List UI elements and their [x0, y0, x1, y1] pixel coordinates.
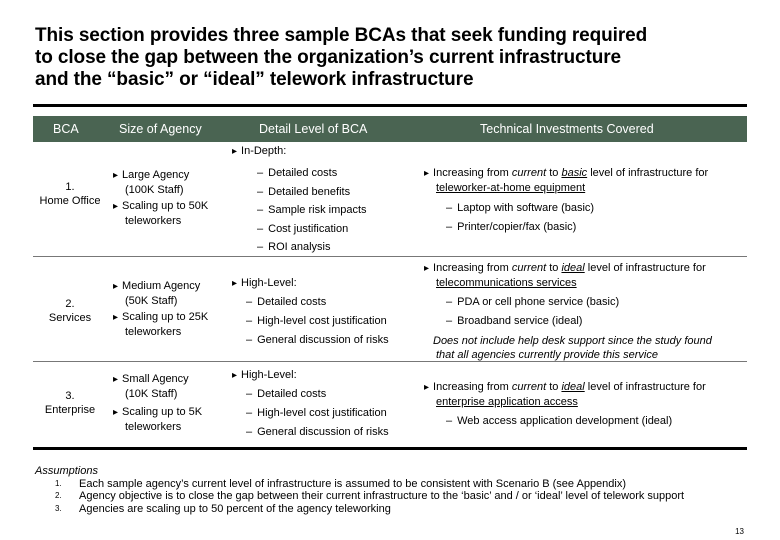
- assumptions-label: Assumptions: [35, 465, 98, 477]
- bca-number: 2.: [65, 298, 75, 310]
- tech-item: – Laptop with software (basic): [446, 199, 708, 218]
- row-divider: [33, 361, 747, 362]
- page-title: [35, 25, 765, 91]
- header-size: Size of Agency: [119, 122, 202, 136]
- header-detail: Detail Level of BCA: [259, 122, 368, 136]
- bca-label: [33, 297, 107, 325]
- size-line: ▸ Large Agency: [113, 168, 208, 183]
- bca-label: [33, 389, 107, 417]
- title-rule: [33, 104, 747, 107]
- table-bottom-rule: [33, 447, 747, 450]
- size-line: ▸ Scaling up to 50K: [113, 199, 208, 214]
- detail-item: – Cost justification: [257, 220, 367, 239]
- tech-lead-line2: telecommunications services: [436, 277, 577, 289]
- tech-note-line: Does not include help desk support since the study found: [433, 335, 712, 347]
- header-tech: Technical Investments Covered: [480, 122, 654, 136]
- tech-note-line: that all agencies currently provide this service: [436, 349, 658, 361]
- tech-item: – Printer/copier/fax (basic): [446, 218, 708, 237]
- title-line-3: and the “basic” or “ideal” telework infrastructure: [35, 69, 474, 90]
- bca-name: Enterprise: [44, 404, 96, 416]
- detail-item: – General discussion of risks: [246, 423, 389, 442]
- detail-item: – Sample risk impacts: [257, 201, 367, 220]
- agency-size: [113, 168, 208, 228]
- tech-item: – Web access application development (ideal): [446, 412, 706, 431]
- detail-heading: ▸ High-Level:: [232, 368, 389, 383]
- size-line: ▸ Medium Agency: [113, 279, 208, 294]
- assumption-item: 1. Each sample agency’s current level of infrastructure is assumed to be consistent with Scenario B (see Appendix): [55, 477, 627, 490]
- detail-item: – Detailed benefits: [257, 183, 367, 202]
- detail-item: – General discussion of risks: [246, 331, 389, 350]
- detail-item: – Detailed costs: [257, 164, 367, 183]
- detail-item: – High-level cost justification: [246, 404, 389, 423]
- detail-level: [232, 276, 389, 350]
- bca-name: Services: [48, 312, 92, 324]
- detail-item: – High-level cost justification: [246, 312, 389, 331]
- title-line-2: to close the gap between the organization’s current infrastructure: [35, 47, 622, 68]
- size-line: teleworkers: [125, 421, 182, 433]
- tech-note: [424, 334, 712, 362]
- bca-number: 3.: [65, 390, 75, 402]
- size-line: ▸ Scaling up to 25K: [113, 310, 208, 325]
- size-line: (10K Staff): [125, 388, 178, 400]
- tech-investments: [424, 380, 706, 431]
- tech-investments: [424, 261, 712, 362]
- agency-size: [113, 372, 202, 434]
- title-line-1: This section provides three sample BCAs that seek funding required: [35, 25, 648, 46]
- bca-name: Home Office: [39, 195, 101, 207]
- assumption-item: 3. Agencies are scaling up to 50 percent of the agency teleworking: [55, 502, 391, 515]
- detail-heading: ▸ High-Level:: [232, 276, 389, 291]
- header-bca: BCA: [53, 122, 79, 136]
- tech-item: – PDA or cell phone service (basic): [446, 293, 712, 312]
- detail-item: – Detailed costs: [246, 385, 389, 404]
- size-line: teleworkers: [125, 326, 182, 338]
- tech-investments: [424, 166, 708, 237]
- detail-level: [232, 368, 389, 442]
- size-line: teleworkers: [125, 215, 182, 227]
- detail-level: [232, 144, 367, 257]
- size-line: (50K Staff): [125, 295, 178, 307]
- bca-number: 1.: [65, 181, 75, 193]
- bca-label: [33, 180, 107, 208]
- row-divider: [33, 256, 747, 257]
- tech-lead: ▸ Increasing from current to ideal level of infrastructure for: [424, 380, 706, 395]
- table-header: [33, 116, 747, 142]
- tech-lead: ▸ Increasing from current to basic level of infrastructure for: [424, 166, 708, 181]
- detail-item: – ROI analysis: [257, 238, 367, 257]
- size-line: (100K Staff): [125, 184, 184, 196]
- detail-item: – Detailed costs: [246, 293, 389, 312]
- detail-heading: ▸ In-Depth:: [232, 144, 367, 159]
- assumption-item: 2. Agency objective is to close the gap between their current infrastructure to the ‘basic’ and / or ‘ideal’ level of telework support: [55, 490, 685, 502]
- size-line: ▸ Small Agency: [113, 372, 202, 387]
- tech-lead: ▸ Increasing from current to ideal level of infrastructure for: [424, 261, 712, 276]
- page-number: 13: [735, 527, 744, 536]
- assumptions: [35, 465, 684, 515]
- tech-lead-line2: teleworker-at-home equipment: [436, 182, 586, 194]
- tech-lead-line2: enterprise application access: [436, 396, 578, 408]
- tech-item: – Broadband service (ideal): [446, 312, 712, 331]
- size-line: ▸ Scaling up to 5K: [113, 405, 202, 420]
- agency-size: [113, 279, 208, 339]
